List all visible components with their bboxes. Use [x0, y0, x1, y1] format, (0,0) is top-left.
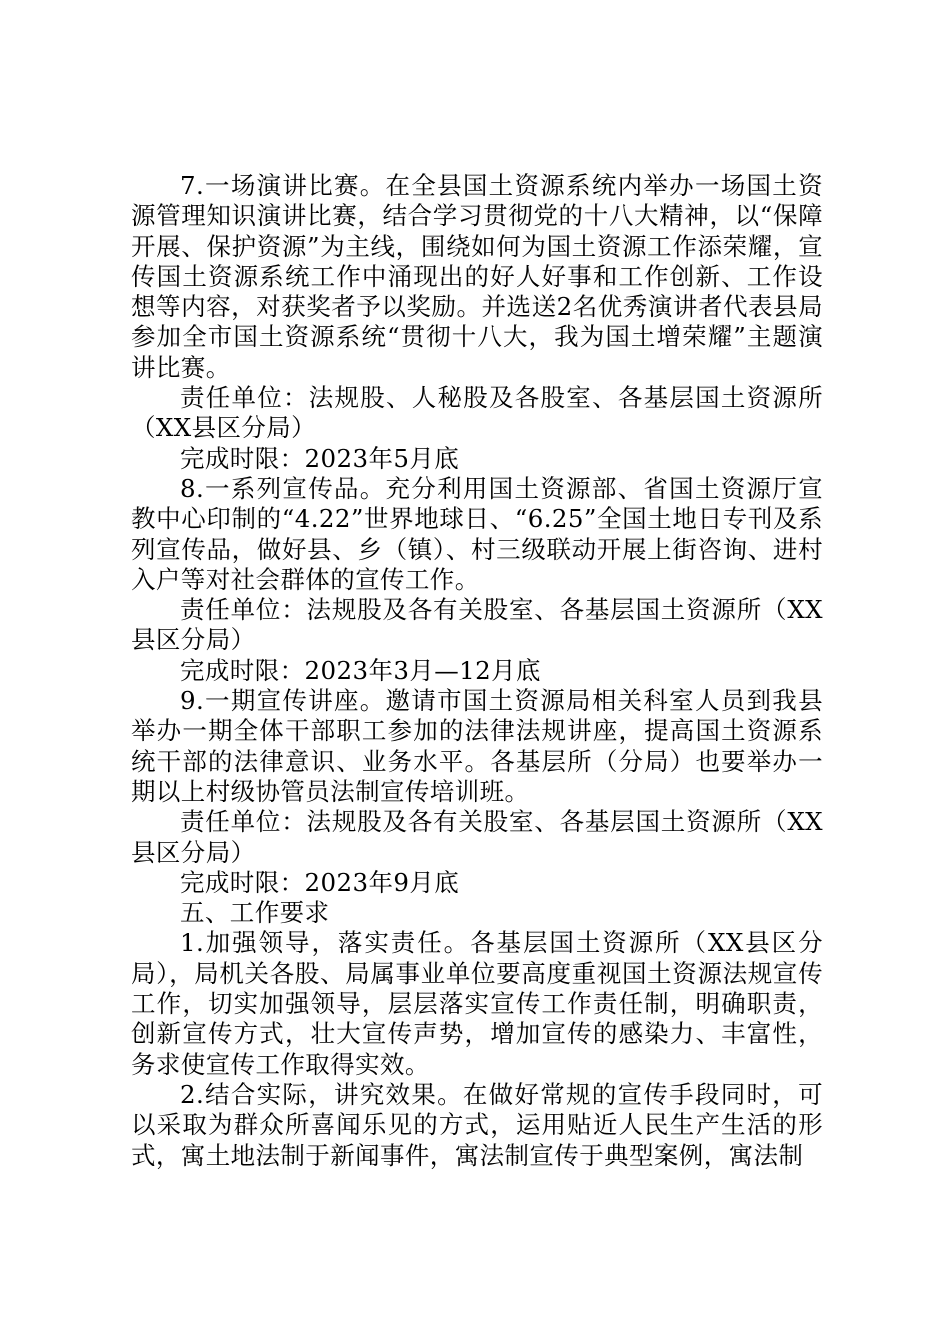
document-body — [131, 171, 823, 1171]
paragraph-requirement-1: 1.加强领导，落实责任。各基层国土资源所（XX县区分局），局机关各股、局属事业单位要高度重视国土资源法规宣传工作，切实加强领导，层层落实宣传工作责任制，明确职责，创新宣传方式，壮大宣传声势，增加宣传的感染力、丰富性，务求使宣传工作取得实效。 — [131, 928, 823, 1079]
paragraph-requirement-2: 2.结合实际，讲究效果。在做好常规的宣传手段同时，可以采取为群众所喜闻乐见的方式，运用贴近人民生产生活的形式，寓土地法制于新闻事件，寓法制宣传于典型案例，寓法制 — [131, 1079, 823, 1170]
paragraph-deadline-7: 完成时限：2023年5月底 — [180, 443, 460, 473]
paragraph-deadline-9: 完成时限：2023年9月底 — [180, 867, 460, 897]
section-heading-work-requirements: 五、工作要求 — [180, 898, 330, 928]
paragraph-responsible-unit-7: 责任单位：法规股、人秘股及各股室、各基层国土资源所（XX县区分局） — [131, 383, 823, 443]
paragraph-responsible-unit-8: 责任单位：法规股及各有关股室、各基层国土资源所（XX县区分局） — [131, 595, 823, 655]
paragraph-item-9: 9.一期宣传讲座。邀请市国土资源局相关科室人员到我县举办一期全体干部职工参加的法律法规讲座，提高国土资源系统干部的法律意识、业务水平。各基层所（分局）也要举办一期以上村级协管员法制宣传培训班。 — [131, 686, 823, 806]
paragraph-item-7: 7.一场演讲比赛。在全县国土资源系统内举办一场国土资源管理知识演讲比赛，结合学习贯彻党的十八大精神，以“保障开展、保护资源”为主线，围绕如何为国土资源工作添荣耀，宣传国土资源系统工作中涌现出的好人好事和工作创新、工作设想等内容，对获奖者予以奖励。并选送2名优秀演讲者代表县局参加全市国土资源系统“贯彻十八大，我为国土增荣耀”主题演讲比赛。 — [131, 171, 823, 382]
paragraph-item-8: 8.一系列宣传品。充分利用国土资源部、省国土资源厅宣教中心印制的“4.22”世界地球日、“6.25”全国土地日专刊及系列宣传品，做好县、乡（镇）、村三级联动开展上街咨询、进村入户等对社会群体的宣传工作。 — [131, 473, 823, 594]
paragraph-deadline-8: 完成时限：2023年3月—12月底 — [180, 655, 541, 685]
paragraph-responsible-unit-9: 责任单位：法规股及各有关股室、各基层国土资源所（XX县区分局） — [131, 807, 823, 867]
